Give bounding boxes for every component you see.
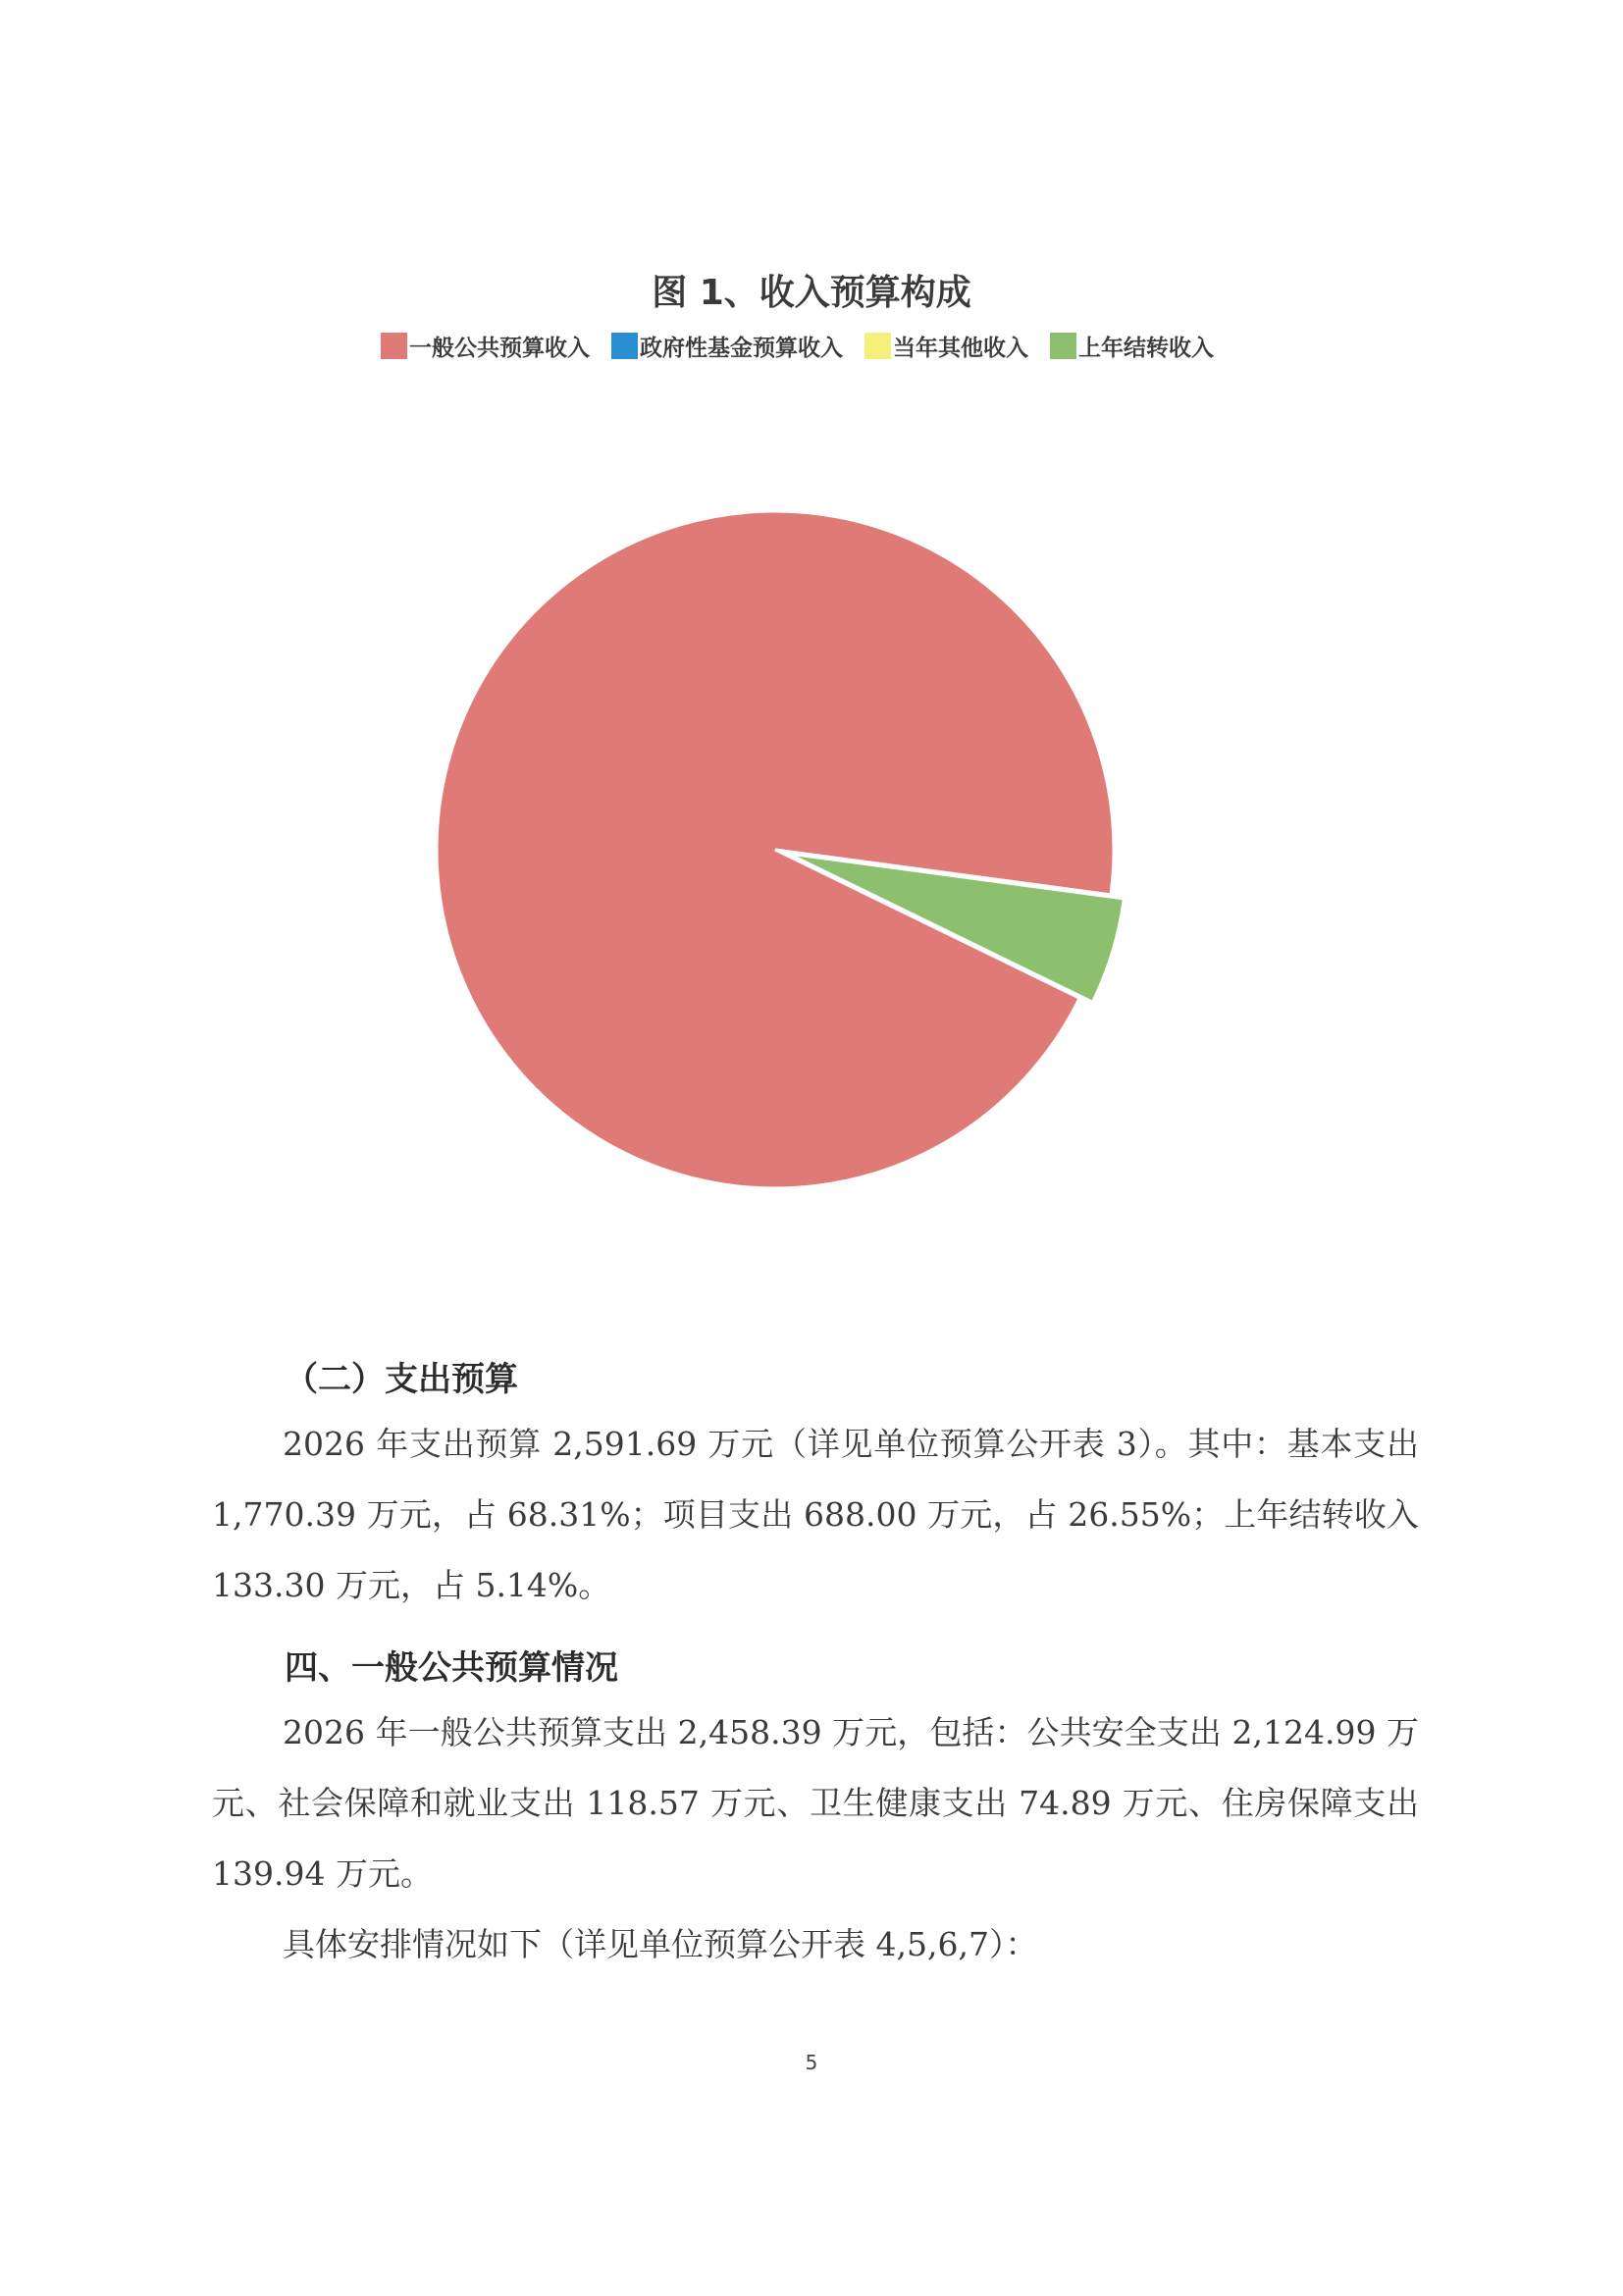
- legend-label: 当年其他收入: [893, 336, 1028, 361]
- paragraph-expense: 2026 年支出预算 2,591.69 万元（详见单位预算公开表 3）。其中：基本支出 1,770.39 万元，占 68.31%；项目支出 688.00 万元，占 26.55%；上年结转收入 133.30 万元，占 5.14%。: [212, 1425, 1419, 1604]
- section-heading-expense: （二）支出预算: [285, 1360, 518, 1399]
- legend-label: 一般公共预算收入: [409, 336, 590, 361]
- section-heading-general: 四、一般公共预算情况: [285, 1648, 618, 1688]
- page-number: 5: [805, 2051, 818, 2074]
- legend-label: 政府性基金预算收入: [640, 336, 843, 361]
- legend-label: 上年结转收入: [1078, 336, 1214, 361]
- pie-slice-0: [437, 511, 1114, 1188]
- paragraph-detail: 具体安排情况如下（详见单位预算公开表 4,5,6,7）：: [283, 1925, 1038, 1963]
- paragraph-general: 2026 年一般公共预算支出 2,458.39 万元，包括：公共安全支出 2,124.99 万元、社会保障和就业支出 118.57 万元、卫生健康支出 74.89 万元、住房保障支出 139.94 万元。: [212, 1713, 1419, 1893]
- chart-title: 图 1、收入预算构成: [652, 273, 971, 313]
